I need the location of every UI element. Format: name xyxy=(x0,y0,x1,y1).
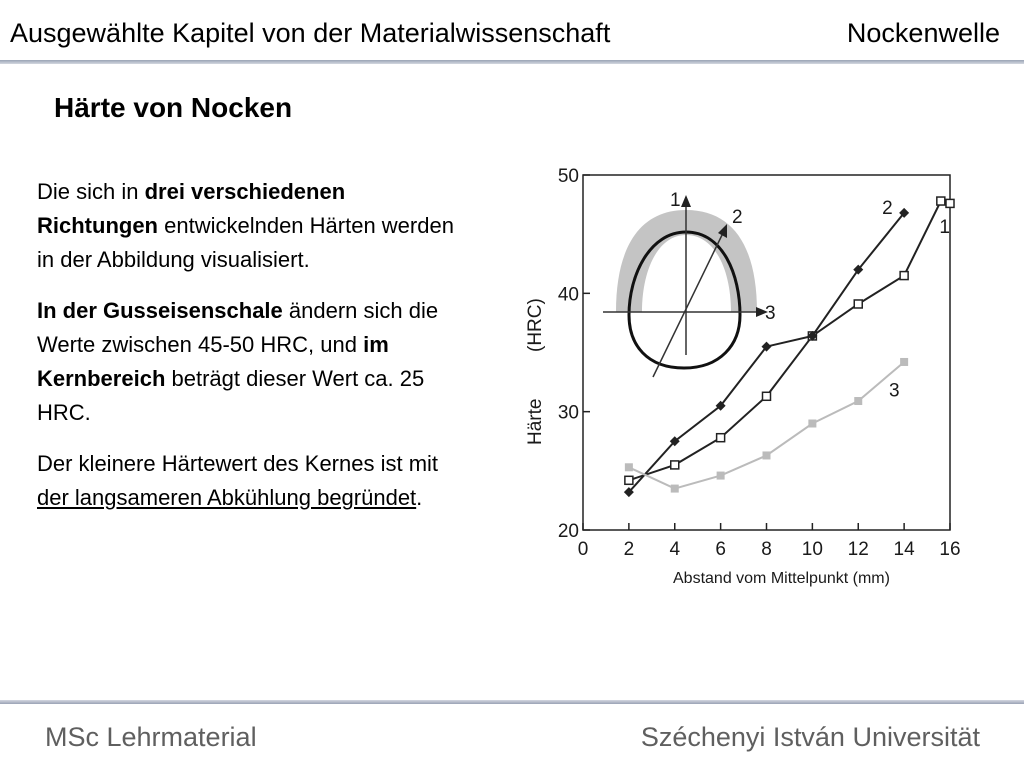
x-tick-label: 14 xyxy=(893,539,915,560)
p3-text-c: . xyxy=(416,485,423,510)
series-1-point xyxy=(937,197,945,205)
series-3-point xyxy=(625,463,633,471)
x-tick-label: 12 xyxy=(847,539,869,560)
direction-label-2: 2 xyxy=(732,207,743,228)
x-tick-label: 10 xyxy=(801,539,823,560)
x-tick-label: 6 xyxy=(715,539,726,560)
series-3-point xyxy=(671,485,679,493)
series-3-point xyxy=(900,358,908,366)
series-1-point xyxy=(717,434,725,442)
series-3-point xyxy=(808,420,816,428)
y-tick-label: 20 xyxy=(557,521,579,542)
p1-text-c: entwickelnden Härten werden in der Abbildung visualisiert. xyxy=(37,213,454,272)
x-tick-label: 16 xyxy=(939,539,961,560)
footer-divider xyxy=(0,700,1024,704)
p2-bold-text-c: im Kernbereich xyxy=(37,332,389,391)
p2-text-d: beträgt dieser Wert ca. 25 HRC. xyxy=(37,366,425,425)
x-tick-label: 2 xyxy=(623,539,635,560)
series-3-point xyxy=(854,397,862,405)
x-tick-label: 8 xyxy=(761,539,772,560)
series-3-point xyxy=(763,451,771,459)
y-axis-title-word: Härte xyxy=(525,398,546,445)
header-title: Ausgewählte Kapitel von der Materialwissenschaft xyxy=(10,18,611,48)
series-1-point xyxy=(625,476,633,484)
paragraph-2 xyxy=(37,294,457,430)
direction-label-1: 1 xyxy=(670,190,681,211)
p3-text-a: Der kleinere Härtewert des Kernes ist mit xyxy=(37,451,439,476)
cam-cross-section-diagram xyxy=(603,190,776,377)
y-tick-label: 40 xyxy=(557,284,579,306)
header-topic: Nockenwelle xyxy=(846,18,1000,48)
paragraph-1 xyxy=(37,175,457,277)
slide-title: Härte von Nocken xyxy=(54,92,293,123)
series-2-line xyxy=(629,213,904,492)
p2-text-b: ändern sich die Werte zwischen 45-50 HRC, und xyxy=(37,298,439,357)
x-tick-label: 4 xyxy=(669,539,681,560)
hardness-chart xyxy=(510,160,970,600)
header-divider xyxy=(0,60,1024,64)
y-tick-label: 30 xyxy=(557,402,579,424)
y-axis-title-unit: (HRC) xyxy=(525,298,546,352)
series-3-point xyxy=(717,472,725,480)
arrow-head-1 xyxy=(681,195,691,207)
body-text xyxy=(37,175,457,532)
series-1-point xyxy=(671,461,679,469)
p3-underlined-text: der langsameren Abkühlung begründet xyxy=(37,485,417,510)
series-1-label: 1 xyxy=(939,217,950,239)
p2-bold-text-a: In der Gusseisenschale xyxy=(37,298,283,323)
p1-bold-text: drei verschiedenen Richtungen xyxy=(37,179,346,238)
x-tick-label: 0 xyxy=(577,539,589,560)
p1-text-a: Die sich in xyxy=(37,179,145,204)
y-tick-label: 50 xyxy=(557,166,579,187)
direction-label-3: 3 xyxy=(765,303,776,324)
footer-left: MSc Lehrmaterial xyxy=(45,722,257,752)
series-1-point xyxy=(854,300,862,308)
plot-area xyxy=(558,166,961,560)
paragraph-3 xyxy=(37,447,457,515)
series-1-point xyxy=(763,392,771,400)
series-1-point xyxy=(900,272,908,280)
series-2-label: 2 xyxy=(882,198,893,220)
footer-right: Széchenyi István Universität xyxy=(640,722,980,752)
series-1-point xyxy=(946,199,954,207)
series-3-label: 3 xyxy=(888,380,900,402)
diagonal-axis-line xyxy=(653,233,723,377)
x-axis-title: Abstand vom Mittelpunkt (mm) xyxy=(673,570,890,587)
